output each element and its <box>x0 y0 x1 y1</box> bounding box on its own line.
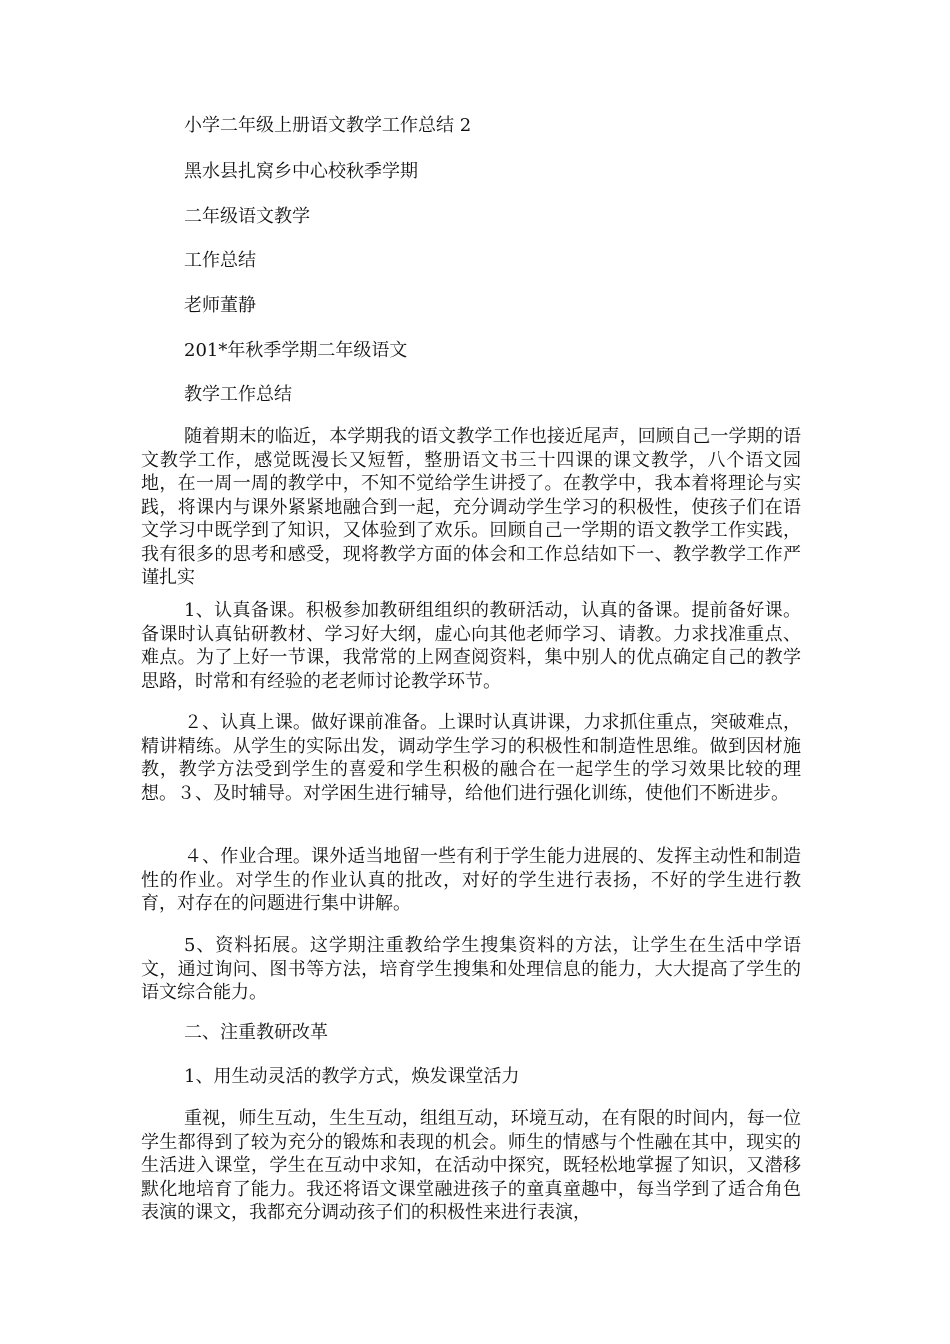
paragraph-classes: ２、认真上课。做好课前准备。上课时认真讲课，力求抓住重点，突破难点，精讲精练。从学生的实际出发，调动学生学习的积极性和制造性思维。做到因材施教，教学方法受到学生的喜爱和学生积极的融合在一起学生的学习效果比较的理想。３、及时辅导。对学困生进行辅导，给他们进行强化训练，使他们不断进步。 <box>141 712 801 804</box>
section-2-heading: 二、注重教研改革 <box>184 1022 328 1043</box>
section-2-item-1: 1、用生动灵活的教学方式，焕发课堂活力 <box>184 1066 520 1087</box>
paragraph-preparation: 1、认真备课。积极参加教研组组织的教研活动，认真的备课。提前备好课。备课时认真钻研教材、学习好大纲，虚心向其他老师学习、请教。力求找准重点、难点。为了上好一节课，我常常的上网查阅资料，集中别人的优点确定自己的教学思路，时常和有经验的老老师讨论教学环节。 <box>141 600 801 692</box>
paragraph-homework: ４、作业合理。课外适当地留一些有利于学生能力进展的、发挥主动性和制造性的作业。对学生的作业认真的批改，对好的学生进行表扬，不好的学生进行教育，对存在的问题进行集中讲解。 <box>141 846 801 914</box>
subject-line: 二年级语文教学 <box>184 206 310 227</box>
teacher-line: 老师董静 <box>184 295 256 316</box>
school-line: 黑水县扎窝乡中心校秋季学期 <box>184 161 418 182</box>
paragraph-materials: 5、资料拓展。这学期注重教给学生搜集资料的方法，让学生在生活中学语文，通过询问、图书等方法，培育学生搜集和处理信息的能力，大大提高了学生的语文综合能力。 <box>141 935 801 1003</box>
intro-paragraph: 随着期末的临近，本学期我的语文教学工作也接近尾声，回顾自己一学期的语文教学工作，感觉既漫长又短暂，整册语文书三十四课的课文教学，八个语文园地，在一周一周的教学中，不知不觉给学生讲授了。在教学中，我本着将理论与实践，将课内与课外紧紧地融合到一起，充分调动学生学习的积极性，使孩子们在语文学习中既学到了知识，又体验到了欢乐。回顾自己一学期的语文教学工作实践，我有很多的思考和感受，现将教学方面的体会和工作总结如下一、教学教学工作严谨扎实 <box>141 426 801 588</box>
document-title: 小学二年级上册语文教学工作总结 2 <box>184 115 472 136</box>
paragraph-interaction: 重视，师生互动，生生互动，组组互动，环境互动，在有限的时间内，每一位学生都得到了较为充分的锻炼和表现的机会。师生的情感与个性融在其中，现实的生活进入课堂，学生在互动中求知，在活动中探究，既轻松地掌握了知识，又潜移默化地培育了能力。我还将语文课堂融进孩子的童真童趣中，每当学到了适合角色表演的课文，我都充分调动孩子们的积极性来进行表演， <box>141 1108 801 1223</box>
term-line: 201*年秋季学期二年级语文 <box>184 340 408 361</box>
summary-line: 工作总结 <box>184 250 256 271</box>
teaching-summary-line: 教学工作总结 <box>184 384 292 405</box>
